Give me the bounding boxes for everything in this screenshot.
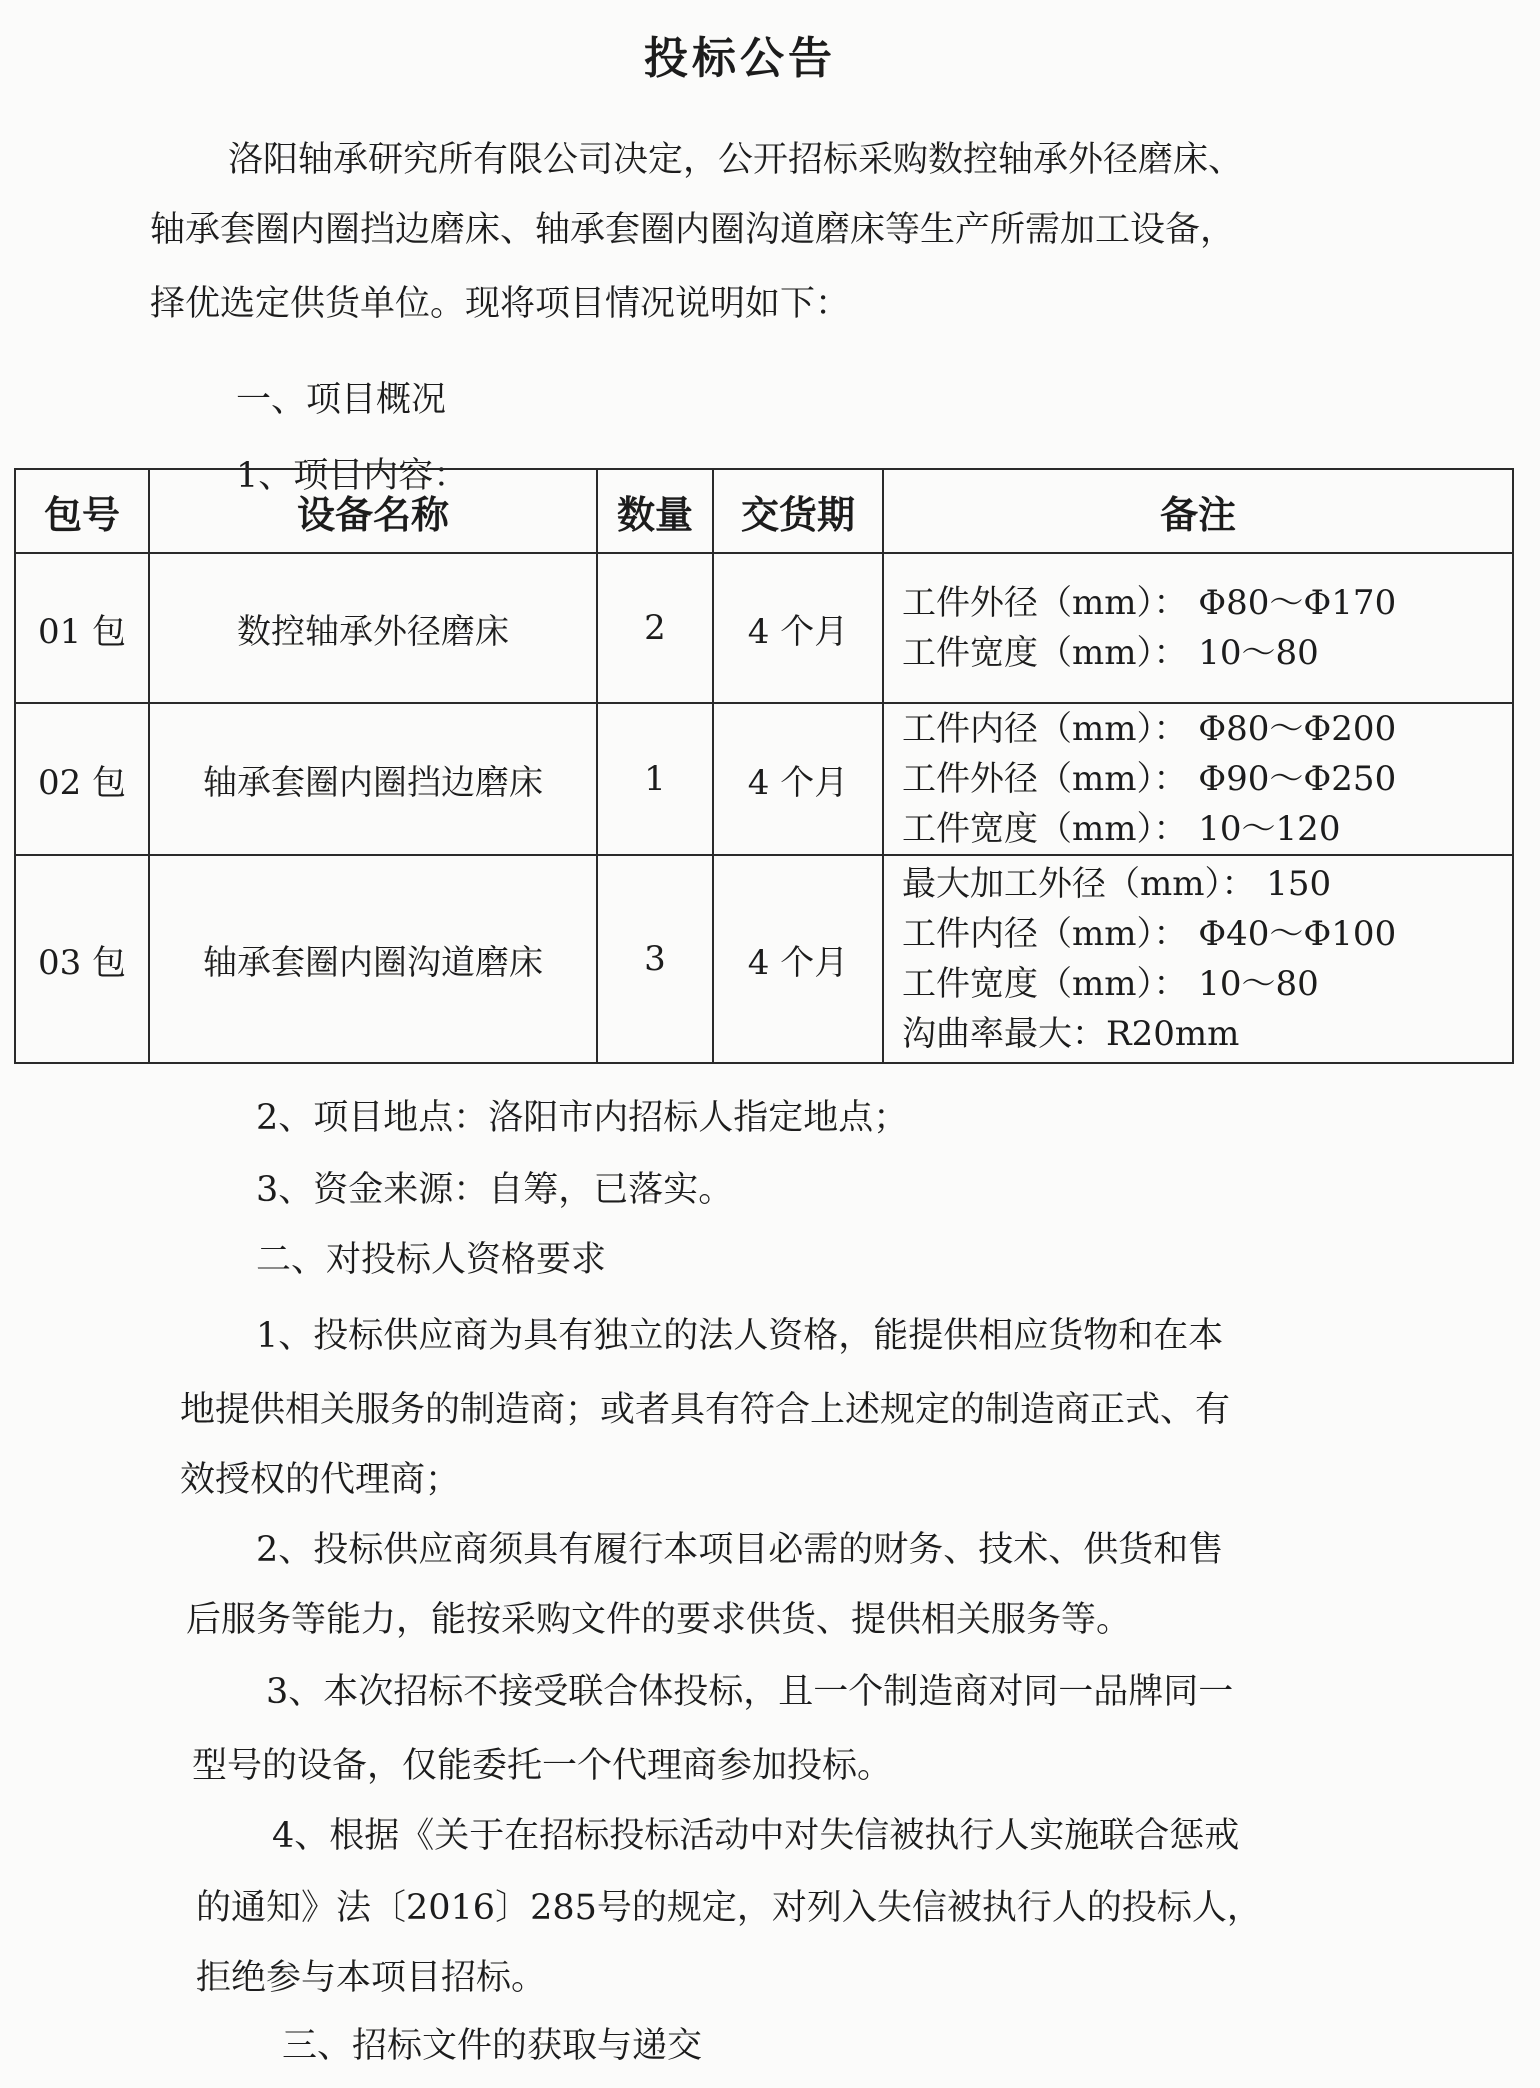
intro-line: 择优选定供货单位。现将项目情况说明如下： [150,284,851,324]
col-header-name: 设备名称 [149,469,597,553]
remark-line: 工件外径（mm）： Φ80～Φ170 [902,583,1397,623]
remark-line: 工件内径（mm）： Φ40～Φ100 [902,914,1397,954]
intro-line: 洛阳轴承研究所有限公司决定，公开招标采购数控轴承外径磨床、 [228,140,1244,180]
section-heading: 一、项目概况 [236,380,447,420]
package-cell: 02 包 [15,703,149,855]
qty-cell: 2 [597,553,713,703]
remark-line: 最大加工外径（mm）： 150 [902,864,1332,904]
paragraph-line: 1、投标供应商为具有独立的法人资格，能提供相应货物和在本 [256,1316,1224,1356]
delivery-cell: 4 个月 [713,553,883,703]
section-heading: 二、对投标人资格要求 [256,1240,607,1280]
remark-cell [883,553,1513,703]
package-cell: 01 包 [15,553,149,703]
remark-line: 工件宽度（mm）： 10～80 [902,964,1319,1004]
col-header-delivery: 交货期 [713,469,883,553]
delivery-cell: 4 个月 [713,855,883,1063]
table-header-row [15,469,1513,553]
paragraph-line: 后服务等能力，能按采购文件的要求供货、提供相关服务等。 [186,1600,1132,1640]
paragraph-line: 地提供相关服务的制造商；或者具有符合上述规定的制造商正式、有 [180,1390,1231,1430]
remark-line: 沟曲率最大：R20mm [902,1014,1240,1054]
equipment-table [14,468,1514,1064]
paragraph-line: 3、本次招标不接受联合体投标，且一个制造商对同一品牌同一 [266,1672,1234,1712]
col-header-remark: 备注 [883,469,1513,553]
paragraph-line: 的通知》法〔2016〕285号的规定，对列入失信被执行人的投标人， [196,1888,1262,1928]
section-heading: 三、招标文件的获取与递交 [282,2026,703,2066]
name-cell: 轴承套圈内圈挡边磨床 [149,703,597,855]
table-row [15,553,1513,703]
paragraph-line: 2、投标供应商须具有履行本项目必需的财务、技术、供货和售 [256,1530,1224,1570]
page-title: 投标公告 [644,33,836,84]
paragraph-line: 4、根据《关于在招标投标活动中对失信被执行人实施联合惩戒 [272,1816,1240,1856]
paragraph-line: 效授权的代理商； [180,1460,461,1500]
item-heading: 1、项目内容： [236,456,469,496]
paragraph-line: 拒绝参与本项目招标。 [196,1958,547,1998]
name-cell: 数控轴承外径磨床 [149,553,597,703]
remark-line: 工件宽度（mm）： 10～80 [902,633,1319,673]
col-header-qty: 数量 [597,469,713,553]
qty-cell: 3 [597,855,713,1063]
remark-line: 工件宽度（mm）： 10～120 [902,809,1341,849]
item-line: 3、资金来源：自筹，已落实。 [256,1170,734,1210]
qty-cell: 1 [597,703,713,855]
name-cell: 轴承套圈内圈沟道磨床 [149,855,597,1063]
remark-line: 工件内径（mm）： Φ80～Φ200 [902,709,1397,749]
item-line: 2、项目地点：洛阳市内招标人指定地点； [256,1098,909,1138]
remark-line: 工件外径（mm）： Φ90～Φ250 [902,759,1397,799]
table-row [15,855,1513,1063]
intro-line: 轴承套圈内圈挡边磨床、轴承套圈内圈沟道磨床等生产所需加工设备， [150,210,1236,250]
delivery-cell: 4 个月 [713,703,883,855]
col-header-package: 包号 [15,469,149,553]
remark-cell [883,855,1513,1063]
package-cell: 03 包 [15,855,149,1063]
paragraph-line: 型号的设备，仅能委托一个代理商参加投标。 [192,1746,893,1786]
remark-cell [883,703,1513,855]
table-row [15,703,1513,855]
